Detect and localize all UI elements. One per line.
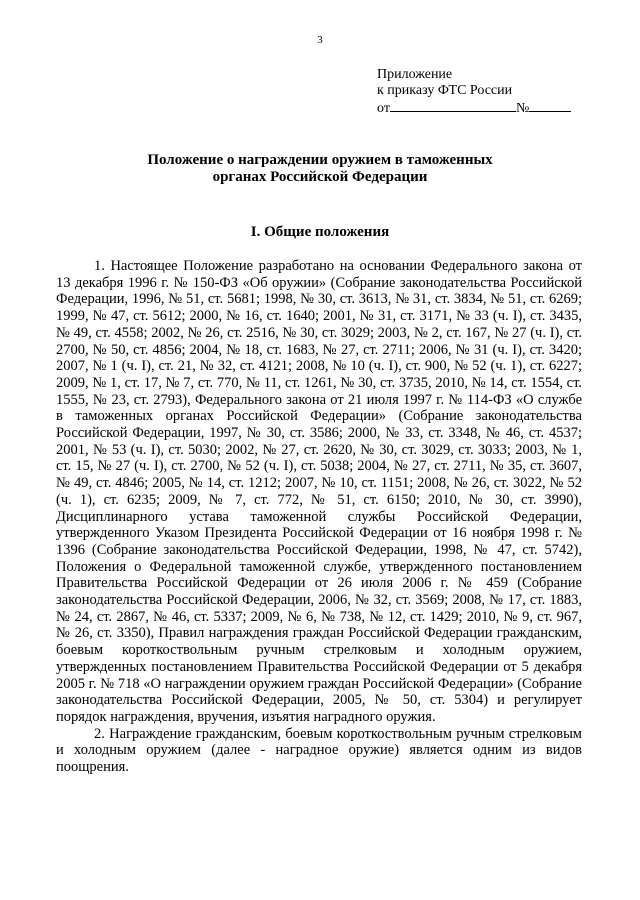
date-label: от — [377, 101, 390, 116]
document-body — [56, 258, 582, 776]
page-number: 3 — [317, 34, 323, 46]
document-title: Положение о награждении оружием в таможенных органах Российской Федерации — [147, 152, 493, 185]
paragraph-1: 1. Настоящее Положение разработано на основании Федерального закона от 13 декабря 1996 г. № 150-ФЗ «Об оружии» (Собрание законодательства Российской Федерации, 1996, № 51, ст. 5681; 1998, № 30, ст. 3613, № 31, ст. 3834, № 51, ст. 6269; 1999, № 47, ст. 5612; 2000, № 16, ст. 1640; 2001, № 31, ст. 3171, № 33 (ч. I), ст. 3435, № 49, ст. 4558; 2002, № 26, ст. 2516, № 30, ст. 3029; 2003, № 2, ст. 167, № 27 (ч. I), ст. 2700, № 50, ст. 4856; 2004, № 18, ст. 1683, № 27, ст. 2711; 2006, № 31 (ч. I), ст. 3420; 2007, № 1 (ч. I), ст. 21, № 32, ст. 4121; 2008, № 10 (ч. I), ст. 900, № 52 (ч. 1), ст. 6227; 2009, № 1, ст. 17, № 7, ст. 770, № 11, ст. 1261, № 30, ст. 3735, 2010, № 14, ст. 1554, ст. 1555, № 23, ст. 2793), Федерального закона от 21 июля 1997 г. № 114-ФЗ «О службе в таможенных органах Российской Федерации» (Собрание законодательства Российской Федерации, 1997, № 30, ст. 3586; 2000, № 33, ст. 3348, № 46, ст. 4537; 2001, № 53 (ч. I), ст. 5030; 2002, № 27, ст. 2620, № 30, ст. 3029, ст. 3033; 2003, № 1, ст. 15, № 27 (ч. I), ст. 2700, № 52 (ч. I), ст. 5038; 2004, № 27, ст. 2711, № 35, ст. 3607, № 49, ст. 4846; 2005, № 14, ст. 1212; 2007, № 10, ст. 1151; 2008, № 26, ст. 3022, № 52 (ч. 1), ст. 6235; 2009, № 7, ст. 772, № 51, ст. 6150; 2010, № 30, ст. 3990), Дисциплинарного устава таможенной службы Российской Федерации, утвержденного Указом Президента Российской Федерации от 16 ноября 1998 г. № 1396 (Собрание законодательства Российской Федерации, 1998, № 47, ст. 5742), Положения о Федеральной таможенной службе, утвержденного постановлением Правительства Российской Федерации от 26 июля 2006 г. № 459 (Собрание законодательства Российской Федерации, 2006, № 32, ст. 3569; 2008, № 17, ст. 1883, № 24, ст. 2867, № 46, ст. 5337; 2009, № 6, № 738, № 12, ст. 1429; 2010, № 9, ст. 967, № 26, ст. 3350), Правил награждения граждан Российской Федерации гражданским, боевым короткоствольным ручным стрелковым и холодным оружием, утвержденных постановлением Правительства Российской Федерации от 5 декабря 2005 г. № 718 «О награждении оружием граждан Российской Федерации» (Собрание законодательства Российской Федерации, 2005, № 50, ст. 5304) и регулирует порядок награждения, вручения, изъятия наградного оружия. — [56, 258, 582, 725]
appendix-header — [377, 67, 571, 117]
order-reference: к приказу ФТС России — [377, 83, 513, 98]
paragraph-2: 2. Награждение гражданским, боевым короткоствольным ручным стрелковым и холодным оружием (далее - наградное оружие) является одним из видов поощрения. — [56, 725, 582, 776]
number-label: № — [515, 101, 530, 116]
date-blank — [390, 99, 516, 112]
order-date-number-line — [377, 99, 571, 117]
number-blank — [529, 99, 571, 112]
appendix-label: Приложение — [377, 67, 453, 82]
section-heading: I. Общие положения — [250, 224, 390, 240]
